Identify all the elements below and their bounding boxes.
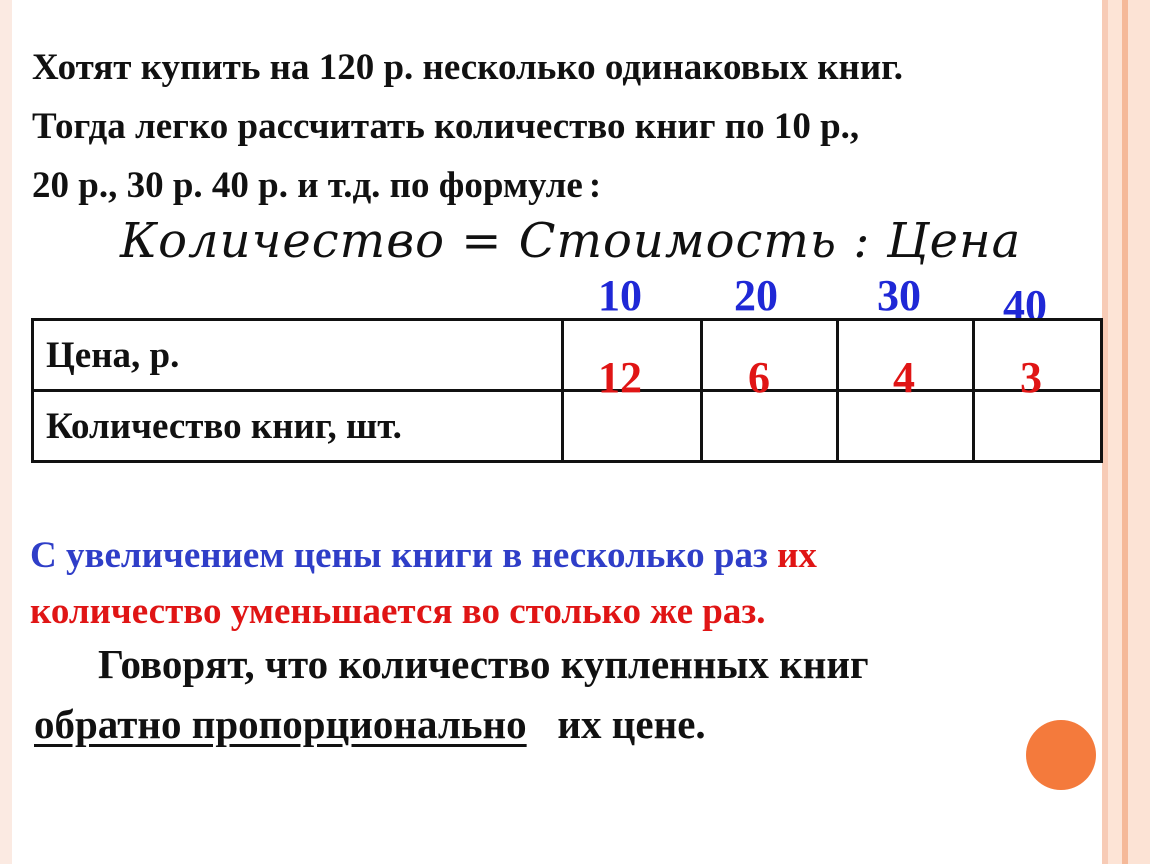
row-label-quantity: Количество книг, шт. <box>33 391 563 462</box>
statement-line: Говорят, что количество купленных книг <box>98 641 869 687</box>
row-label-price: Цена, р. <box>33 320 563 391</box>
decor-circle <box>1026 720 1096 790</box>
intro-line-1: Хотят купить на 120 р. несколько одинаковых книг. <box>32 47 904 88</box>
price-value: 30 <box>877 271 921 320</box>
proportional-rest: их цене. <box>557 701 706 747</box>
intro-colon: : <box>588 165 602 206</box>
decor-stripe <box>1108 0 1122 864</box>
table-row <box>33 320 1102 391</box>
intro-text <box>32 38 1092 215</box>
conclusion-part-2: их <box>777 535 817 576</box>
table-row <box>33 391 1102 462</box>
decor-stripe <box>1128 0 1150 864</box>
formula: Количество = Стоимость : Цена <box>120 213 1022 269</box>
price-value: 40 <box>1003 281 1047 330</box>
price-value: 10 <box>598 271 642 320</box>
quantity-value: 12 <box>598 353 642 402</box>
quantity-value: 4 <box>893 353 915 402</box>
proportional-line <box>34 700 706 748</box>
price-quantity-table <box>31 318 1103 463</box>
conclusion-text <box>30 528 1070 640</box>
price-value: 20 <box>734 271 778 320</box>
conclusion-part-3: количество уменьшается во столько же раз. <box>30 591 766 632</box>
quantity-value: 6 <box>748 353 770 402</box>
conclusion-part-1: С увеличением цены книги в несколько раз <box>30 535 768 576</box>
intro-line-3-text: 20 р., 30 р. 40 р. и т.д. по формуле <box>32 165 583 206</box>
intro-line-3 <box>32 156 1092 215</box>
intro-line-2: Тогда легко рассчитать количество книг по 10 р., <box>32 106 860 147</box>
proportional-term: обратно пропорционально <box>34 701 527 747</box>
quantity-value: 3 <box>1020 353 1042 402</box>
